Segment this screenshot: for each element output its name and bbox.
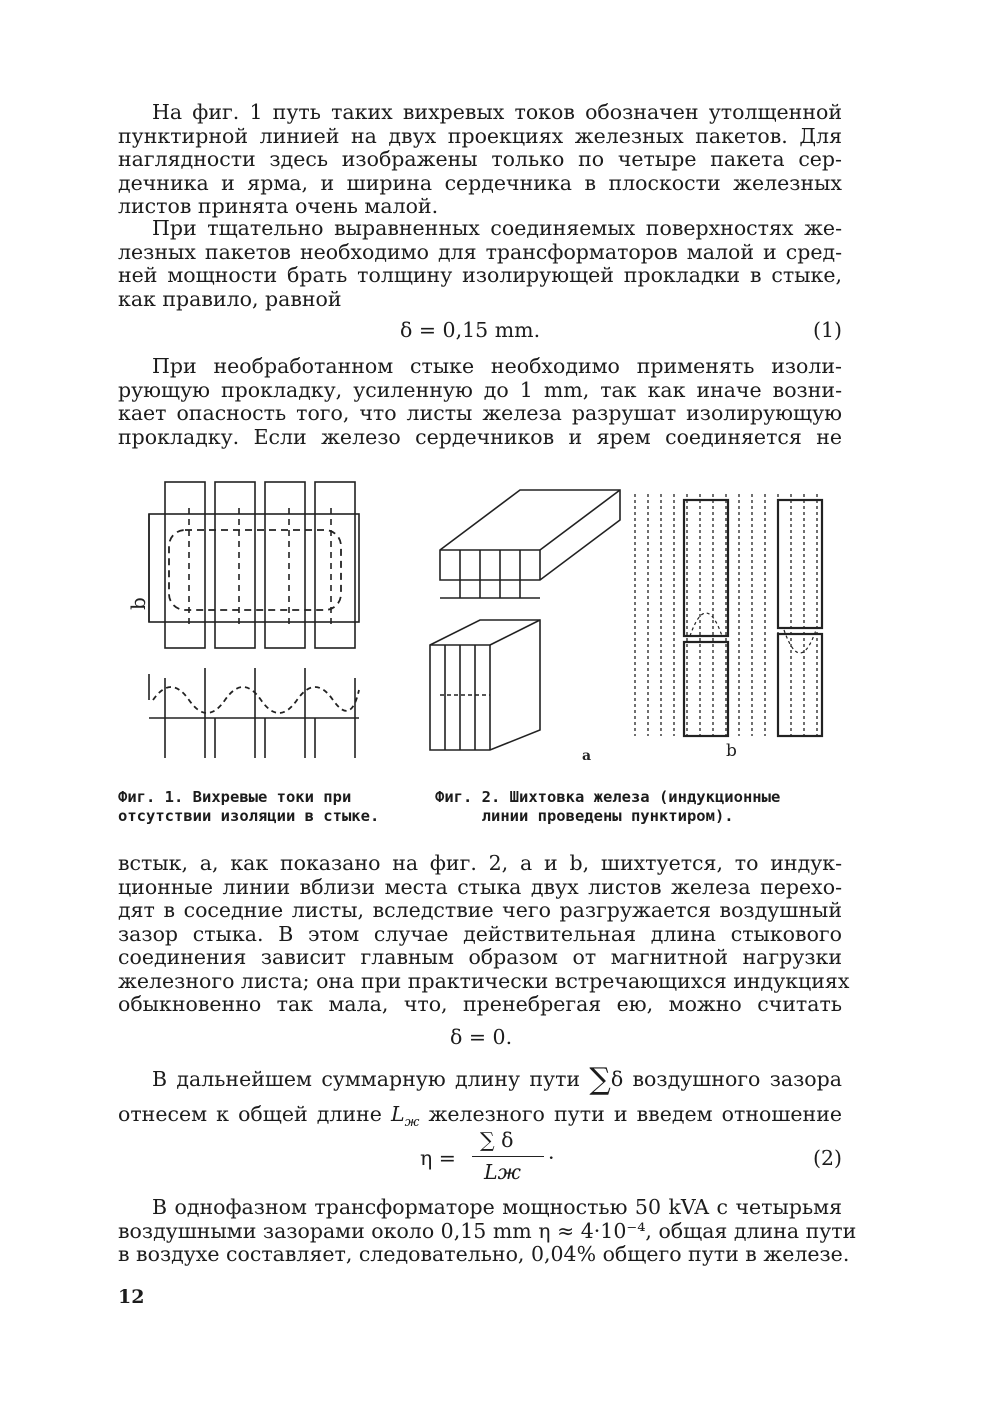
text-line: На фиг. 1 путь таких вихревых токов обозначен утолщенной	[152, 100, 842, 124]
paragraph-4	[118, 851, 850, 1017]
equation-2-lhs: η =	[420, 1146, 456, 1170]
figure-2-caption	[435, 788, 780, 826]
delta-symbol: δ	[610, 1067, 624, 1091]
text-line: При тщательно выравненных соединяемых поверхностях же-	[152, 216, 842, 240]
caption-line: линии проведены пунктиром).	[481, 807, 734, 825]
paragraph-3	[118, 355, 842, 449]
text-line: железного листа; она при практически встречающихся индукциях	[118, 968, 850, 993]
figure-1-label-b: b	[126, 597, 150, 610]
figure-1-eddy-currents	[126, 478, 375, 768]
sum-symbol: ∑	[589, 1062, 611, 1097]
paragraph-6	[118, 1195, 857, 1267]
equation-1-number: (1)	[812, 318, 842, 342]
text-line: рующую прокладку, усиленную до 1 mm, так как иначе возни-	[118, 377, 842, 402]
equation-2-tail: ·	[548, 1146, 555, 1170]
text-line: в воздухе составляет, следовательно, 0,04% общего пути в железе.	[118, 1242, 850, 1266]
caption-line: отсутствии изоляции в стыке.	[118, 807, 380, 825]
text-line: ней мощности брать толщину изолирующей прокладки в стыке,	[118, 263, 842, 287]
text-line: обыкновенно так мала, что, пренебрегая ею, можно считать	[118, 992, 842, 1016]
symbol-L: L	[390, 1102, 405, 1126]
text-fragment: железного пути и введем отношение	[428, 1102, 842, 1126]
text-fragment: В дальнейшем суммарную длину пути	[152, 1067, 581, 1091]
symbol-L-subscript: ж	[404, 1115, 420, 1131]
paragraph-2	[118, 217, 842, 311]
text-line: кает опасность того, что листы железа разрушат изолирующую	[118, 401, 842, 425]
text-line: листов принята очень малой.	[118, 194, 439, 218]
text-line: ционные линии вблизи места стыка двух листов железа перехо-	[118, 874, 842, 899]
text-line: наглядности здесь изображены только по четыре пакета сер-	[118, 147, 842, 171]
text-line: как правило, равной	[118, 286, 342, 311]
text-line: воздушными зазорами около 0,15 mm η ≈ 4·10⁻⁴, общая длина пути	[118, 1218, 857, 1243]
text-fragment: воздушного зазора	[632, 1067, 842, 1091]
equation-1: δ = 0,15 mm.	[400, 318, 541, 342]
text-line: пунктирной линией на двух проекциях железных пакетов. Для	[118, 123, 842, 148]
text-line: прокладку. Если железо сердечников и ярем соединяется не	[118, 424, 842, 449]
equation-2-number: (2)	[812, 1146, 842, 1170]
text-line: встык, а, как показано на фиг. 2, a и b, шихтуется, то индук-	[118, 851, 842, 875]
caption-line: Фиг. 2. Шихтовка железа (индукционные	[435, 788, 781, 806]
text-fragment: отнесем к общей длине	[118, 1102, 382, 1126]
text-line: лезных пакетов необходимо для трансформаторов малой и сред-	[118, 239, 842, 264]
figure-2-label-b: b	[726, 741, 737, 761]
text-line: дечника и ярма, и ширина сердечника в плоскости железных	[118, 170, 842, 195]
equation-2-denominator: Lж	[484, 1160, 521, 1184]
figure-1-caption	[118, 788, 379, 826]
text-line	[118, 1062, 842, 1097]
paragraph-1	[118, 101, 842, 219]
text-line: дят в соседние листы, вследствие чего разгружается воздушный	[118, 898, 842, 922]
equation-delta-zero: δ = 0.	[450, 1025, 513, 1049]
equation-2-numerator: ∑ δ	[480, 1128, 514, 1152]
figure-2-laminated-iron	[430, 480, 830, 770]
text-line: В однофазном трансформаторе мощностью 50 kVA с четырьмя	[152, 1195, 842, 1219]
text-line: зазор стыка. В этом случае действительная длина стыкового	[118, 921, 842, 946]
text-line: соединения зависит главным образом от магнитной нагрузки	[118, 945, 842, 969]
fraction-bar	[472, 1156, 544, 1157]
text-line: При необработанном стыке необходимо применять изоли-	[152, 354, 842, 378]
page-number: 12	[118, 1286, 145, 1308]
figure-2-label-a: a	[582, 748, 592, 764]
caption-line: Фиг. 1. Вихревые токи при	[118, 788, 352, 806]
